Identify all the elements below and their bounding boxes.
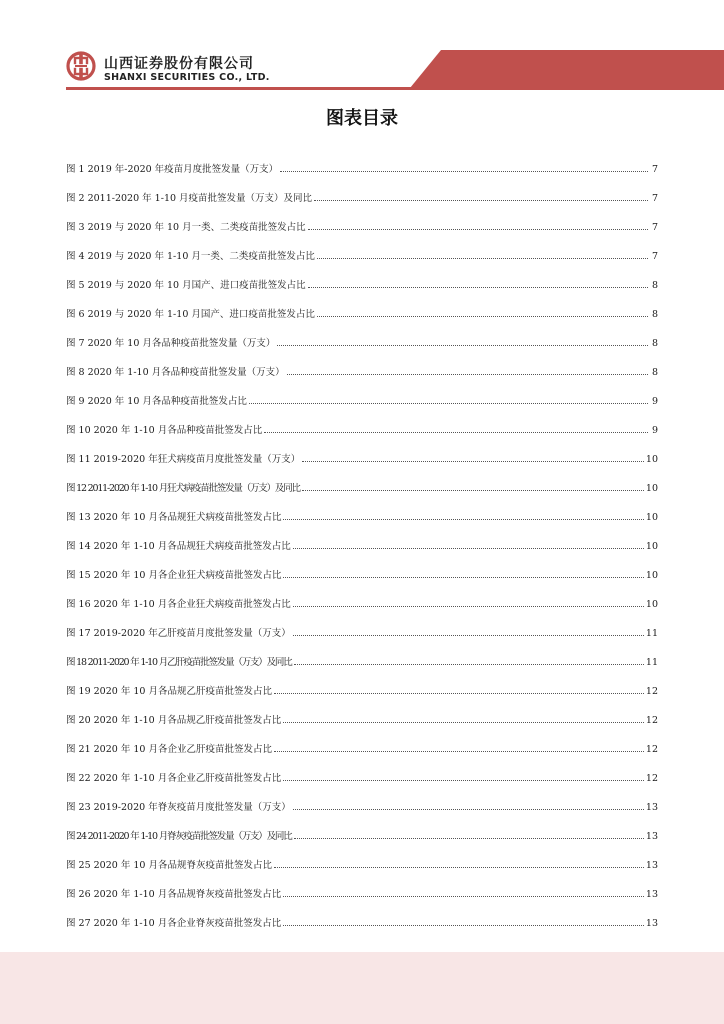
toc-entry[interactable] [66, 917, 658, 946]
toc-entry[interactable] [66, 714, 658, 743]
toc-entry-page: 12 [645, 773, 658, 784]
toc-entry-page: 9 [651, 396, 658, 407]
toc-entry[interactable] [66, 366, 658, 395]
toc-entry-page: 13 [645, 889, 658, 900]
toc-dot-leader [302, 453, 644, 462]
toc-entry[interactable] [66, 888, 658, 917]
toc-entry-label: 图 8 2020 年 1-10 月各品种疫苗批签发量（万支） [66, 367, 285, 378]
toc-entry-label: 图 22 2020 年 1-10 月各企业乙肝疫苗批签发占比 [66, 773, 282, 784]
toc-dot-leader [277, 337, 648, 346]
toc-entry[interactable] [66, 540, 658, 569]
company-name-en: SHANXI SECURITIES CO., LTD. [104, 72, 270, 83]
toc-entry-page: 7 [651, 164, 658, 175]
toc-entry[interactable] [66, 685, 658, 714]
toc-entry-label: 图 4 2019 与 2020 年 1-10 月一类、二类疫苗批签发占比 [66, 251, 315, 262]
toc-dot-leader [293, 801, 644, 810]
toc-entry[interactable] [66, 192, 658, 221]
toc-entry-label: 图 9 2020 年 10 月各品种疫苗批签发占比 [66, 396, 247, 407]
toc-entry-page: 8 [651, 309, 658, 320]
toc-entry-page: 7 [651, 193, 658, 204]
toc-dot-leader [314, 192, 648, 201]
page-header [0, 0, 724, 100]
toc-entry-page: 8 [651, 338, 658, 349]
toc-dot-leader [283, 917, 644, 926]
toc-dot-leader [264, 424, 648, 433]
toc-entry-label: 图 18 2011-2020 年 1-10 月乙肝疫苗批签发量（万支）及同比 [66, 657, 292, 668]
toc-entry-label: 图 7 2020 年 10 月各品种疫苗批签发量（万支） [66, 338, 276, 349]
toc-entry[interactable] [66, 511, 658, 540]
toc-entry-page: 7 [651, 222, 658, 233]
toc-entry-page: 13 [645, 831, 658, 842]
toc-entry[interactable] [66, 482, 658, 511]
toc-entry-label: 图 2 2011-2020 年 1-10 月疫苗批签发量（万支）及同比 [66, 193, 313, 204]
toc-entry-label: 图 19 2020 年 10 月各品规乙肝疫苗批签发占比 [66, 686, 272, 697]
toc-dot-leader [317, 250, 648, 259]
toc-entry[interactable] [66, 308, 658, 337]
toc-entry-label: 图 15 2020 年 10 月各企业狂犬病疫苗批签发占比 [66, 570, 282, 581]
toc-entry-page: 10 [645, 570, 658, 581]
toc-entry-label: 图 3 2019 与 2020 年 10 月一类、二类疫苗批签发占比 [66, 222, 306, 233]
toc-entry[interactable] [66, 250, 658, 279]
toc-entry-page: 9 [651, 425, 658, 436]
toc-entry[interactable] [66, 337, 658, 366]
toc-entry-page: 8 [651, 367, 658, 378]
toc-dot-leader [274, 743, 644, 752]
toc-entry-label: 图 14 2020 年 1-10 月各品规狂犬病疫苗批签发占比 [66, 541, 291, 552]
toc-dot-leader [283, 511, 643, 520]
toc-entry-label: 图 17 2019-2020 年乙肝疫苗月度批签发量（万支） [66, 628, 291, 639]
header-banner [0, 0, 724, 100]
toc-entry[interactable] [66, 801, 658, 830]
toc-dot-leader [249, 395, 648, 404]
toc-entry-label: 图 26 2020 年 1-10 月各品规脊灰疫苗批签发占比 [66, 889, 282, 900]
toc-entry[interactable] [66, 743, 658, 772]
toc-dot-leader [283, 714, 644, 723]
toc-dot-leader [283, 888, 644, 897]
toc-entry[interactable] [66, 656, 658, 685]
toc-entry[interactable] [66, 424, 658, 453]
toc-entry[interactable] [66, 830, 658, 859]
page-footer [0, 952, 724, 1024]
toc-entry-label: 图 21 2020 年 10 月各企业乙肝疫苗批签发占比 [66, 744, 272, 755]
toc-entry-page: 12 [645, 715, 658, 726]
toc-entry-label: 图 24 2011-2020 年 1-10 月脊灰疫苗批签发量（万支）及同比 [66, 831, 292, 842]
toc-dot-leader [287, 366, 648, 375]
toc-dot-leader [283, 569, 643, 578]
toc-entry[interactable] [66, 279, 658, 308]
toc-entry-page: 10 [645, 512, 658, 523]
toc-entry[interactable] [66, 627, 658, 656]
toc-entry[interactable] [66, 772, 658, 801]
toc-entry[interactable] [66, 598, 658, 627]
toc-entry-page: 11 [645, 657, 658, 668]
toc-dot-leader [280, 163, 648, 172]
toc-entry[interactable] [66, 453, 658, 482]
toc-entry-label: 图 23 2019-2020 年脊灰疫苗月度批签发量（万支） [66, 802, 291, 813]
toc-entry-page: 12 [645, 744, 658, 755]
toc-dot-leader [293, 598, 644, 607]
toc-entry[interactable] [66, 859, 658, 888]
toc-entry-label: 图 13 2020 年 10 月各品规狂犬病疫苗批签发占比 [66, 512, 282, 523]
toc-entry[interactable] [66, 163, 658, 192]
toc-entry-page: 12 [645, 686, 658, 697]
toc-entry-page: 11 [645, 628, 658, 639]
toc-dot-leader [274, 859, 644, 868]
toc-dot-leader [308, 279, 648, 288]
shanxi-securities-logo-icon [66, 51, 96, 81]
toc-entry-label: 图 16 2020 年 1-10 月各企业狂犬病疫苗批签发占比 [66, 599, 291, 610]
toc-entry-page: 10 [645, 599, 658, 610]
toc-entry-label: 图 1 2019 年-2020 年疫苗月度批签发量（万支） [66, 164, 279, 175]
toc-entry[interactable] [66, 569, 658, 598]
toc-entry-label: 图 11 2019-2020 年狂犬病疫苗月度批签发量（万支） [66, 454, 301, 465]
toc-dot-leader [294, 830, 644, 839]
toc-entry-label: 图 25 2020 年 10 月各品规脊灰疫苗批签发占比 [66, 860, 272, 871]
toc-entry-label: 图 6 2019 与 2020 年 1-10 月国产、进口疫苗批签发占比 [66, 309, 315, 320]
toc-entry-page: 7 [651, 251, 658, 262]
toc-entry-label: 图 10 2020 年 1-10 月各品种疫苗批签发占比 [66, 425, 263, 436]
toc-entry-page: 13 [645, 802, 658, 813]
toc-dot-leader [293, 627, 644, 636]
toc-dot-leader [302, 482, 644, 491]
toc-dot-leader [317, 308, 648, 317]
toc-dot-leader [294, 656, 644, 665]
toc-entry-page: 13 [645, 918, 658, 929]
page-title: 图表目录 [326, 108, 398, 129]
toc-entry-page: 10 [645, 483, 658, 494]
toc-entry-label: 图 27 2020 年 1-10 月各企业脊灰疫苗批签发占比 [66, 918, 282, 929]
toc-entry-page: 10 [645, 541, 658, 552]
toc-entry-page: 10 [645, 454, 658, 465]
toc-dot-leader [274, 685, 644, 694]
company-name-cn: 山西证券股份有限公司 [104, 56, 254, 72]
toc-entry-label: 图 5 2019 与 2020 年 10 月国产、进口疫苗批签发占比 [66, 280, 306, 291]
toc-entry-label: 图 20 2020 年 1-10 月各品规乙肝疫苗批签发占比 [66, 715, 282, 726]
toc-dot-leader [283, 772, 644, 781]
figure-list [66, 163, 658, 946]
toc-dot-leader [308, 221, 648, 230]
toc-dot-leader [293, 540, 644, 549]
toc-entry-page: 8 [651, 280, 658, 291]
toc-entry-page: 13 [645, 860, 658, 871]
toc-entry-label: 图 12 2011-2020 年 1-10 月狂犬病疫苗批签发量（万支）及同比 [66, 483, 300, 494]
toc-entry[interactable] [66, 395, 658, 424]
toc-entry[interactable] [66, 221, 658, 250]
